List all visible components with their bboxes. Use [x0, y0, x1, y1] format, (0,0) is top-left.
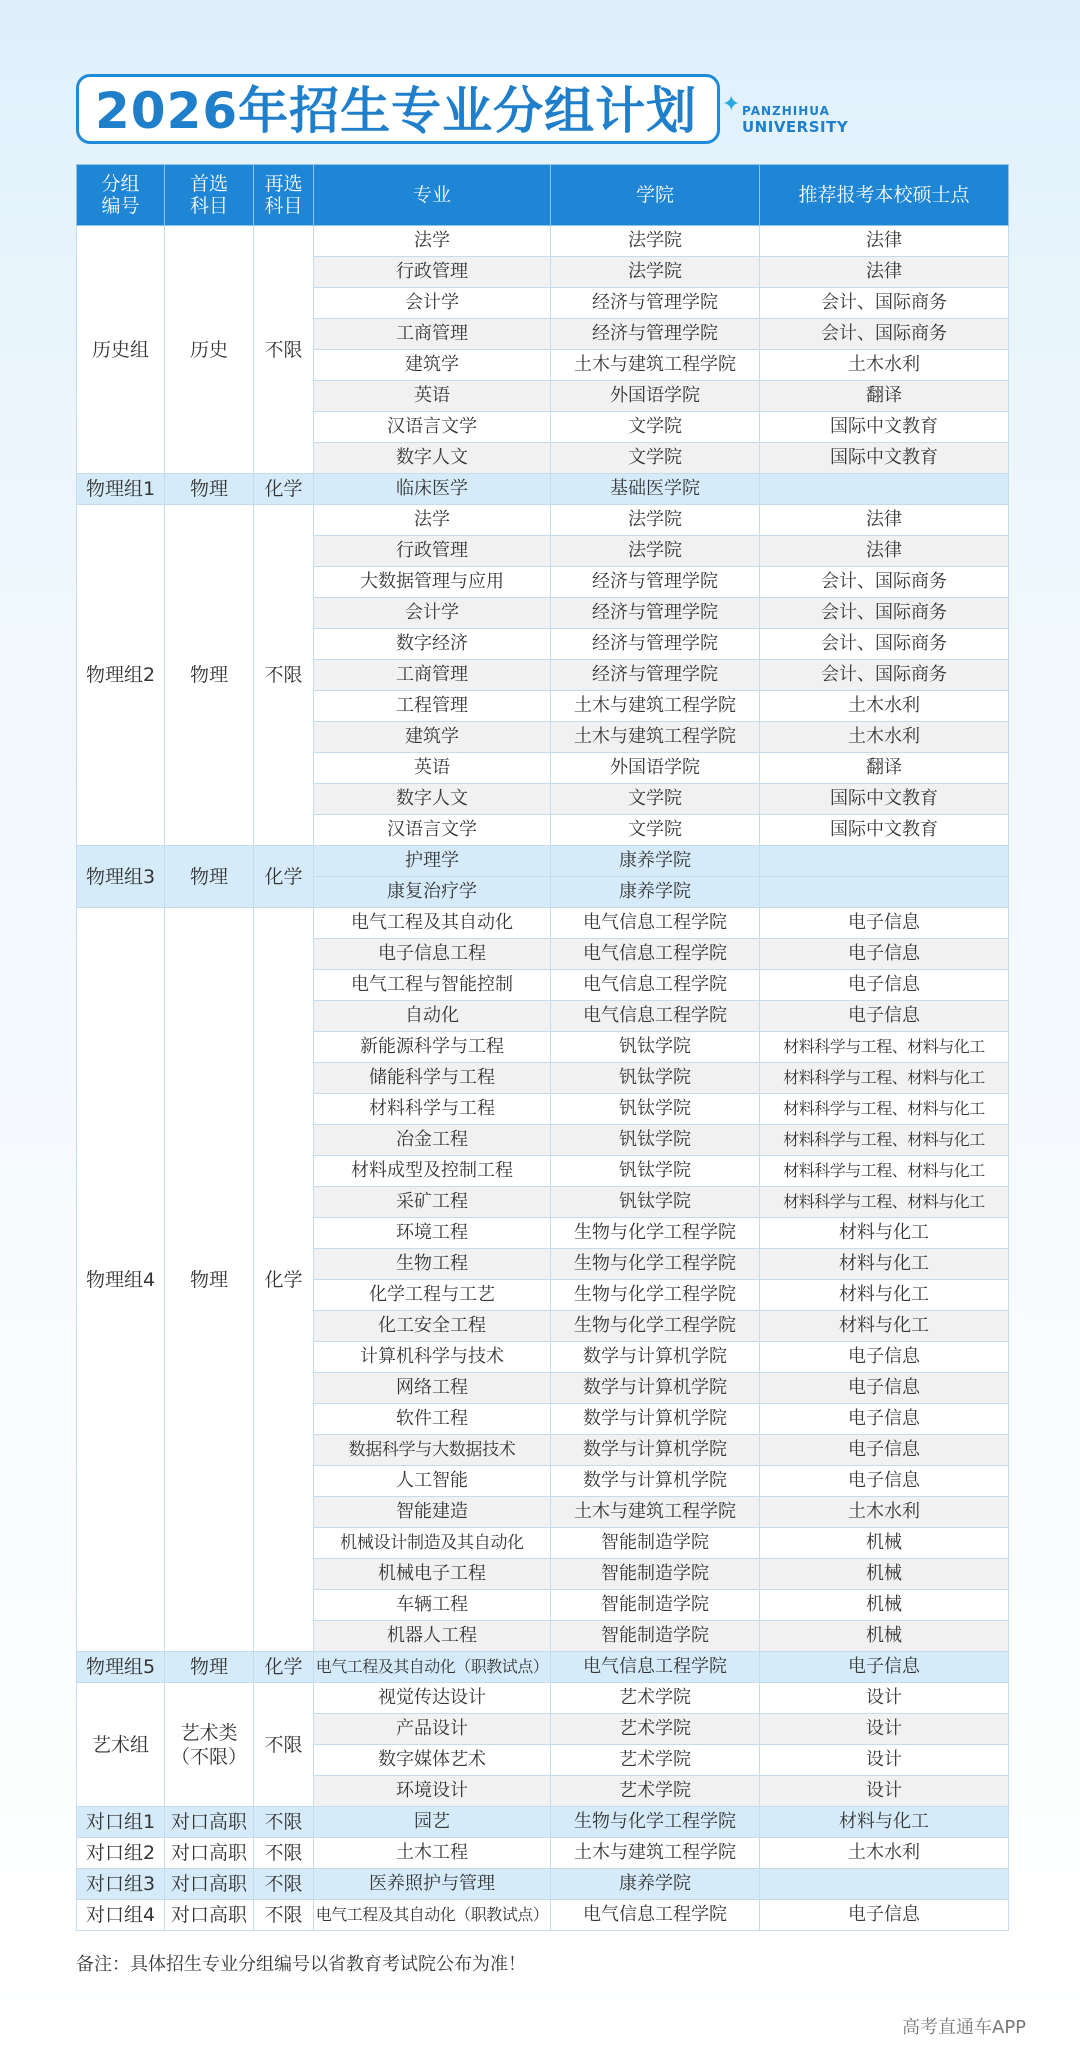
- table-row: [77, 1807, 1009, 1838]
- college-cell: 土木与建筑工程学院: [551, 691, 760, 722]
- footnote: 备注：具体招生专业分组编号以省教育考试院公布为准！: [76, 1954, 526, 1975]
- master-program-cell: 电子信息: [760, 1652, 1009, 1683]
- major-cell: 计算机科学与技术: [314, 1342, 551, 1373]
- college-cell: 电气信息工程学院: [551, 908, 760, 939]
- college-cell: 电气信息工程学院: [551, 970, 760, 1001]
- major-cell: 数字人文: [314, 784, 551, 815]
- major-cell: 数字经济: [314, 629, 551, 660]
- master-program-cell: 电子信息: [760, 1342, 1009, 1373]
- master-program-cell: 国际中文教育: [760, 443, 1009, 474]
- group-number-cell: 物理组2: [77, 505, 165, 846]
- major-cell: 材料科学与工程: [314, 1094, 551, 1125]
- major-cell: 网络工程: [314, 1373, 551, 1404]
- first-subject-cell: 历史: [165, 226, 254, 474]
- group-number-cell: 物理组4: [77, 908, 165, 1652]
- master-program-cell: 材料与化工: [760, 1218, 1009, 1249]
- master-program-cell: 电子信息: [760, 1001, 1009, 1032]
- group-number-cell: 物理组1: [77, 474, 165, 505]
- college-cell: 文学院: [551, 412, 760, 443]
- master-program-cell: 电子信息: [760, 1435, 1009, 1466]
- master-program-cell: 材料科学与工程、材料与化工: [760, 1094, 1009, 1125]
- major-cell: 护理学: [314, 846, 551, 877]
- major-cell: 智能建造: [314, 1497, 551, 1528]
- master-program-cell: 会计、国际商务: [760, 567, 1009, 598]
- major-cell: 数据科学与大数据技术: [314, 1435, 551, 1466]
- group-number-cell: 历史组: [77, 226, 165, 474]
- master-program-cell: 设计: [760, 1683, 1009, 1714]
- table-row: [77, 505, 1009, 536]
- watermark: 高考直通车APP: [902, 2017, 1027, 2038]
- major-cell: 视觉传达设计: [314, 1683, 551, 1714]
- college-cell: 经济与管理学院: [551, 629, 760, 660]
- college-cell: 经济与管理学院: [551, 319, 760, 350]
- table-row: [77, 1652, 1009, 1683]
- master-program-cell: 机械: [760, 1590, 1009, 1621]
- college-cell: 经济与管理学院: [551, 660, 760, 691]
- college-cell: 生物与化学工程学院: [551, 1249, 760, 1280]
- major-cell: 电气工程与智能控制: [314, 970, 551, 1001]
- second-subject-cell: 化学: [254, 474, 314, 505]
- master-program-cell: 土木水利: [760, 350, 1009, 381]
- master-program-cell: [760, 1869, 1009, 1900]
- major-cell: 机械电子工程: [314, 1559, 551, 1590]
- college-cell: 艺术学院: [551, 1714, 760, 1745]
- master-program-cell: 国际中文教育: [760, 784, 1009, 815]
- logo-line-2: UNIVERSITY: [742, 118, 849, 136]
- master-program-cell: 设计: [760, 1776, 1009, 1807]
- group-number-cell: 对口组1: [77, 1807, 165, 1838]
- college-cell: 艺术学院: [551, 1683, 760, 1714]
- master-program-cell: 电子信息: [760, 908, 1009, 939]
- college-cell: 文学院: [551, 443, 760, 474]
- college-cell: 外国语学院: [551, 753, 760, 784]
- college-cell: 法学院: [551, 505, 760, 536]
- master-program-cell: 电子信息: [760, 1404, 1009, 1435]
- major-cell: 工商管理: [314, 319, 551, 350]
- first-subject-cell: 物理: [165, 505, 254, 846]
- master-program-cell: 电子信息: [760, 1466, 1009, 1497]
- logo-line-1: PANZHIHUA: [742, 104, 830, 118]
- master-program-cell: 翻译: [760, 753, 1009, 784]
- master-program-cell: 会计、国际商务: [760, 598, 1009, 629]
- second-subject-cell: 不限: [254, 226, 314, 474]
- major-cell: 法学: [314, 505, 551, 536]
- second-subject-cell: 不限: [254, 1869, 314, 1900]
- college-cell: 康养学院: [551, 877, 760, 908]
- master-program-cell: 机械: [760, 1621, 1009, 1652]
- major-cell: 工商管理: [314, 660, 551, 691]
- college-cell: 智能制造学院: [551, 1559, 760, 1590]
- master-program-cell: 机械: [760, 1528, 1009, 1559]
- master-program-cell: [760, 877, 1009, 908]
- group-number-cell: 对口组2: [77, 1838, 165, 1869]
- master-program-cell: 会计、国际商务: [760, 660, 1009, 691]
- college-cell: 电气信息工程学院: [551, 1001, 760, 1032]
- master-program-cell: 会计、国际商务: [760, 629, 1009, 660]
- college-cell: 土木与建筑工程学院: [551, 1497, 760, 1528]
- master-program-cell: 材料与化工: [760, 1807, 1009, 1838]
- college-cell: 法学院: [551, 257, 760, 288]
- master-program-cell: [760, 846, 1009, 877]
- table-row: [77, 474, 1009, 505]
- master-program-cell: 国际中文教育: [760, 412, 1009, 443]
- college-cell: 土木与建筑工程学院: [551, 722, 760, 753]
- college-cell: 生物与化学工程学院: [551, 1280, 760, 1311]
- master-program-cell: 电子信息: [760, 1900, 1009, 1931]
- second-subject-cell: 不限: [254, 1900, 314, 1931]
- header-college: 学院: [551, 165, 760, 226]
- master-program-cell: 国际中文教育: [760, 815, 1009, 846]
- master-program-cell: 土木水利: [760, 1497, 1009, 1528]
- major-cell: 机器人工程: [314, 1621, 551, 1652]
- enrollment-plan-table: [76, 164, 1009, 1931]
- second-subject-cell: 不限: [254, 1807, 314, 1838]
- master-program-cell: 材料与化工: [760, 1311, 1009, 1342]
- master-program-cell: 材料与化工: [760, 1249, 1009, 1280]
- group-number-cell: 对口组4: [77, 1900, 165, 1931]
- college-cell: 钒钛学院: [551, 1063, 760, 1094]
- major-cell: 法学: [314, 226, 551, 257]
- second-subject-cell: 不限: [254, 505, 314, 846]
- college-cell: 生物与化学工程学院: [551, 1311, 760, 1342]
- group-number-cell: 物理组3: [77, 846, 165, 908]
- college-cell: 文学院: [551, 815, 760, 846]
- major-cell: 电气工程及其自动化: [314, 908, 551, 939]
- second-subject-cell: 不限: [254, 1683, 314, 1807]
- college-cell: 土木与建筑工程学院: [551, 350, 760, 381]
- college-cell: 智能制造学院: [551, 1528, 760, 1559]
- college-cell: 钒钛学院: [551, 1094, 760, 1125]
- header-second-subject: 再选 科目: [254, 165, 314, 226]
- college-cell: 土木与建筑工程学院: [551, 1838, 760, 1869]
- major-cell: 自动化: [314, 1001, 551, 1032]
- major-cell: 数字媒体艺术: [314, 1745, 551, 1776]
- group-number-cell: 物理组5: [77, 1652, 165, 1683]
- master-program-cell: 土木水利: [760, 722, 1009, 753]
- major-cell: 园艺: [314, 1807, 551, 1838]
- college-cell: 数学与计算机学院: [551, 1404, 760, 1435]
- major-cell: 数字人文: [314, 443, 551, 474]
- college-cell: 智能制造学院: [551, 1590, 760, 1621]
- first-subject-cell: 物理: [165, 846, 254, 908]
- master-program-cell: 土木水利: [760, 1838, 1009, 1869]
- major-cell: 医养照护与管理: [314, 1869, 551, 1900]
- group-number-cell: 对口组3: [77, 1869, 165, 1900]
- major-cell: 土木工程: [314, 1838, 551, 1869]
- major-cell: 环境设计: [314, 1776, 551, 1807]
- college-cell: 钒钛学院: [551, 1032, 760, 1063]
- major-cell: 会计学: [314, 288, 551, 319]
- major-cell: 化学工程与工艺: [314, 1280, 551, 1311]
- group-number-cell: 艺术组: [77, 1683, 165, 1807]
- major-cell: 产品设计: [314, 1714, 551, 1745]
- major-cell: 人工智能: [314, 1466, 551, 1497]
- table-row: [77, 1900, 1009, 1931]
- major-cell: 化工安全工程: [314, 1311, 551, 1342]
- first-subject-cell: 对口高职: [165, 1807, 254, 1838]
- college-cell: 电气信息工程学院: [551, 1652, 760, 1683]
- title-frame: [76, 74, 720, 144]
- major-cell: 汉语言文学: [314, 412, 551, 443]
- master-program-cell: 材料科学与工程、材料与化工: [760, 1125, 1009, 1156]
- second-subject-cell: 不限: [254, 1838, 314, 1869]
- table-row: [77, 908, 1009, 939]
- master-program-cell: 机械: [760, 1559, 1009, 1590]
- major-cell: 新能源科学与工程: [314, 1032, 551, 1063]
- master-program-cell: [760, 474, 1009, 505]
- college-cell: 经济与管理学院: [551, 567, 760, 598]
- major-cell: 大数据管理与应用: [314, 567, 551, 598]
- master-program-cell: 翻译: [760, 381, 1009, 412]
- college-cell: 生物与化学工程学院: [551, 1807, 760, 1838]
- college-cell: 基础医学院: [551, 474, 760, 505]
- master-program-cell: 电子信息: [760, 970, 1009, 1001]
- master-program-cell: 法律: [760, 536, 1009, 567]
- master-program-cell: 材料科学与工程、材料与化工: [760, 1032, 1009, 1063]
- major-cell: 储能科学与工程: [314, 1063, 551, 1094]
- college-cell: 康养学院: [551, 1869, 760, 1900]
- major-cell: 电气工程及其自动化（职教试点）: [314, 1900, 551, 1931]
- master-program-cell: 设计: [760, 1745, 1009, 1776]
- major-cell: 会计学: [314, 598, 551, 629]
- master-program-cell: 法律: [760, 257, 1009, 288]
- college-cell: 生物与化学工程学院: [551, 1218, 760, 1249]
- major-cell: 采矿工程: [314, 1187, 551, 1218]
- master-program-cell: 法律: [760, 505, 1009, 536]
- major-cell: 康复治疗学: [314, 877, 551, 908]
- university-logo: [722, 94, 872, 144]
- table-row: [77, 1838, 1009, 1869]
- college-cell: 钒钛学院: [551, 1187, 760, 1218]
- major-cell: 电气工程及其自动化（职教试点）: [314, 1652, 551, 1683]
- major-cell: 机械设计制造及其自动化: [314, 1528, 551, 1559]
- college-cell: 文学院: [551, 784, 760, 815]
- major-cell: 冶金工程: [314, 1125, 551, 1156]
- college-cell: 艺术学院: [551, 1776, 760, 1807]
- major-cell: 生物工程: [314, 1249, 551, 1280]
- college-cell: 数学与计算机学院: [551, 1373, 760, 1404]
- master-program-cell: 会计、国际商务: [760, 319, 1009, 350]
- major-cell: 车辆工程: [314, 1590, 551, 1621]
- college-cell: 钒钛学院: [551, 1156, 760, 1187]
- first-subject-cell: 对口高职: [165, 1869, 254, 1900]
- college-cell: 数学与计算机学院: [551, 1435, 760, 1466]
- master-program-cell: 会计、国际商务: [760, 288, 1009, 319]
- master-program-cell: 材料科学与工程、材料与化工: [760, 1156, 1009, 1187]
- major-cell: 英语: [314, 381, 551, 412]
- master-program-cell: 材料科学与工程、材料与化工: [760, 1063, 1009, 1094]
- major-cell: 临床医学: [314, 474, 551, 505]
- first-subject-cell: 物理: [165, 474, 254, 505]
- major-cell: 建筑学: [314, 722, 551, 753]
- table-row: [77, 1869, 1009, 1900]
- college-cell: 艺术学院: [551, 1745, 760, 1776]
- college-cell: 数学与计算机学院: [551, 1342, 760, 1373]
- header-group-no: 分组 编号: [77, 165, 165, 226]
- college-cell: 数学与计算机学院: [551, 1466, 760, 1497]
- college-cell: 钒钛学院: [551, 1125, 760, 1156]
- college-cell: 电气信息工程学院: [551, 1900, 760, 1931]
- master-program-cell: 材料与化工: [760, 1280, 1009, 1311]
- college-cell: 经济与管理学院: [551, 288, 760, 319]
- first-subject-cell: 对口高职: [165, 1900, 254, 1931]
- header-master-program: 推荐报考本校硕士点: [760, 165, 1009, 226]
- master-program-cell: 设计: [760, 1714, 1009, 1745]
- major-cell: 英语: [314, 753, 551, 784]
- table-row: [77, 1683, 1009, 1714]
- master-program-cell: 电子信息: [760, 1373, 1009, 1404]
- sparkle-icon: ✦: [722, 92, 741, 117]
- major-cell: 电子信息工程: [314, 939, 551, 970]
- second-subject-cell: 化学: [254, 846, 314, 908]
- major-cell: 行政管理: [314, 536, 551, 567]
- page-title: 2026年招生专业分组计划: [95, 82, 698, 140]
- college-cell: 法学院: [551, 536, 760, 567]
- title-banner: [76, 74, 849, 148]
- college-cell: 电气信息工程学院: [551, 939, 760, 970]
- master-program-cell: 土木水利: [760, 691, 1009, 722]
- major-cell: 建筑学: [314, 350, 551, 381]
- college-cell: 外国语学院: [551, 381, 760, 412]
- major-cell: 环境工程: [314, 1218, 551, 1249]
- master-program-cell: 材料科学与工程、材料与化工: [760, 1187, 1009, 1218]
- major-cell: 工程管理: [314, 691, 551, 722]
- first-subject-cell: 艺术类 （不限）: [165, 1683, 254, 1807]
- table-header-row: [77, 165, 1009, 226]
- major-cell: 材料成型及控制工程: [314, 1156, 551, 1187]
- header-first-subject: 首选 科目: [165, 165, 254, 226]
- college-cell: 经济与管理学院: [551, 598, 760, 629]
- college-cell: 智能制造学院: [551, 1621, 760, 1652]
- master-program-cell: 电子信息: [760, 939, 1009, 970]
- first-subject-cell: 对口高职: [165, 1838, 254, 1869]
- college-cell: 康养学院: [551, 846, 760, 877]
- major-cell: 软件工程: [314, 1404, 551, 1435]
- table-row: [77, 846, 1009, 877]
- first-subject-cell: 物理: [165, 1652, 254, 1683]
- college-cell: 法学院: [551, 226, 760, 257]
- master-program-cell: 法律: [760, 226, 1009, 257]
- second-subject-cell: 化学: [254, 908, 314, 1652]
- header-major: 专业: [314, 165, 551, 226]
- major-cell: 汉语言文学: [314, 815, 551, 846]
- first-subject-cell: 物理: [165, 908, 254, 1652]
- major-cell: 行政管理: [314, 257, 551, 288]
- table-row: [77, 226, 1009, 257]
- table-body: [77, 226, 1009, 1931]
- second-subject-cell: 化学: [254, 1652, 314, 1683]
